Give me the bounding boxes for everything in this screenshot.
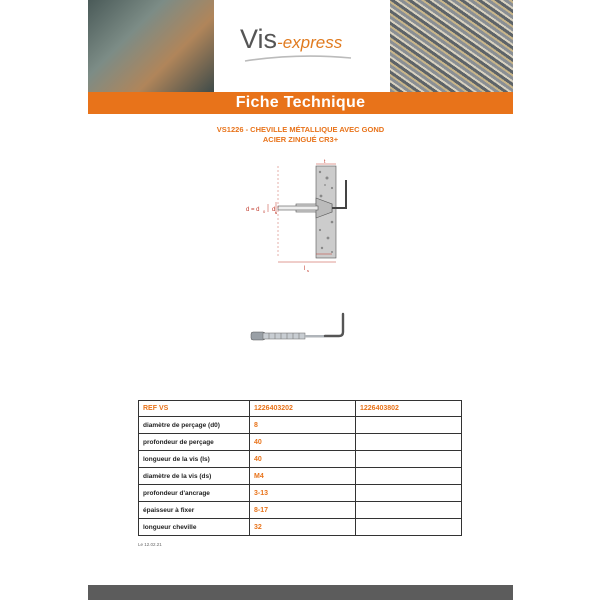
row-value-2 <box>356 451 462 468</box>
banner-title: Fiche Technique <box>88 92 513 114</box>
spec-table-header-row <box>139 401 462 417</box>
row-value-2 <box>356 519 462 536</box>
product-photo <box>243 308 353 353</box>
table-row <box>139 468 462 485</box>
row-value-1: 40 <box>250 451 356 468</box>
data-sheet-page <box>88 0 513 600</box>
anchor-technical-drawing <box>228 158 378 278</box>
footer-bar <box>88 585 513 600</box>
spec-table <box>138 400 462 536</box>
row-label: épaisseur à fixer <box>139 502 250 519</box>
label-ds-subscript: s <box>275 210 277 215</box>
table-row <box>139 451 462 468</box>
row-value-2 <box>356 434 462 451</box>
row-value-1: 8 <box>250 417 356 434</box>
table-row <box>139 519 462 536</box>
label-d-equals-d0: d = d <box>246 207 260 213</box>
row-label: longueur cheville <box>139 519 250 536</box>
header-photo-screws <box>390 0 513 92</box>
label-d0-subscript: 0 <box>263 209 266 214</box>
label-ds: d <box>272 207 276 213</box>
row-value-2 <box>356 485 462 502</box>
product-title <box>88 125 513 145</box>
row-value-2 <box>356 417 462 434</box>
row-label: diamètre de la vis (ds) <box>139 468 250 485</box>
row-value-2 <box>356 468 462 485</box>
header-ref-2: 1226403802 <box>356 401 462 417</box>
brand-swoosh-icon <box>243 55 353 63</box>
row-value-1: M4 <box>250 468 356 485</box>
row-label: longueur de la vis (ls) <box>139 451 250 468</box>
brand-logo-main: Vis <box>240 24 278 54</box>
row-value-1: 40 <box>250 434 356 451</box>
brand-logo-sub: -express <box>277 33 343 52</box>
row-label: profondeur d'ancrage <box>139 485 250 502</box>
row-value-1: 8-17 <box>250 502 356 519</box>
brand-logo <box>240 24 342 55</box>
header-photo-tools <box>88 0 214 92</box>
header-ref-label: REF VS <box>139 401 250 417</box>
row-value-1: 3-13 <box>250 485 356 502</box>
row-value-2 <box>356 502 462 519</box>
row-label: profondeur de perçage <box>139 434 250 451</box>
product-title-line2: ACIER ZINGUÉ CR3+ <box>262 135 339 144</box>
date-footnote: Le 12.02.21 <box>138 542 162 547</box>
label-ls-subscript: s <box>307 268 309 273</box>
table-row <box>139 485 462 502</box>
label-ls: l <box>304 266 306 272</box>
row-value-1: 32 <box>250 519 356 536</box>
product-title-line1: VS1226 - CHEVILLE MÉTALLIQUE AVEC GOND <box>216 125 385 134</box>
header-ref-1: 1226403202 <box>250 401 356 417</box>
table-row <box>139 502 462 519</box>
table-row <box>139 417 462 434</box>
row-label: diamètre de perçage (d0) <box>139 417 250 434</box>
label-t: t <box>324 159 326 165</box>
table-row <box>139 434 462 451</box>
